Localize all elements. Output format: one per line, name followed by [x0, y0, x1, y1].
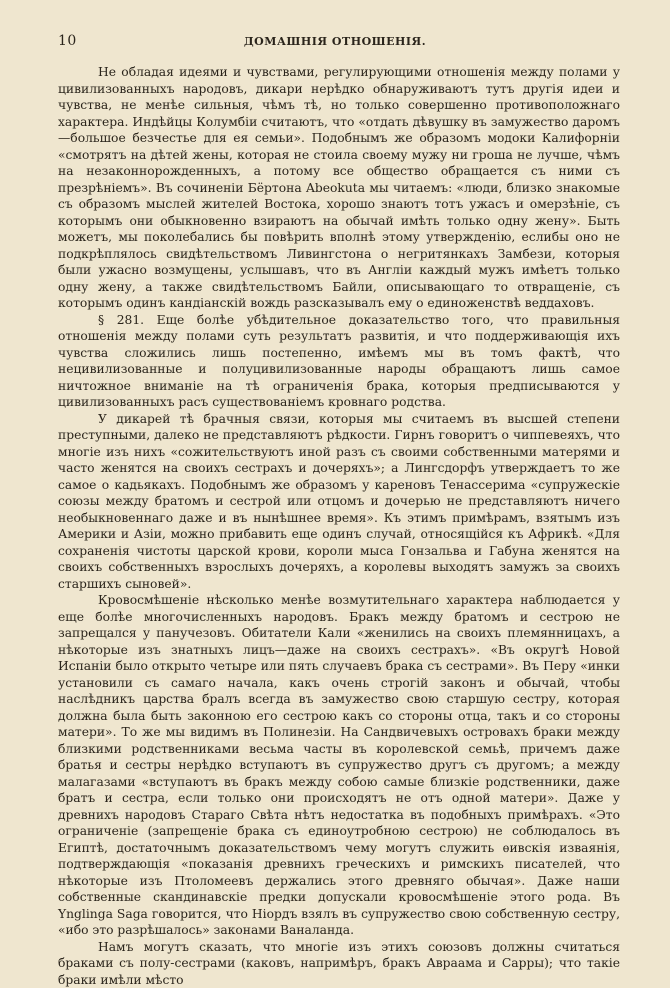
page-header	[58, 33, 612, 51]
page-number: 10	[58, 33, 77, 49]
paragraph: Не обладая идеями и чувствами, регулирующими отношенія между полами у цивилизованныхъ народовъ, дикари нерѣдко обнаруживаютъ тутъ другія идеи и чувства, не менѣе сильныя, чѣмъ тѣ, но только совершенно противоположнаго характера. Индѣйцы Колумбіи считаютъ, что «отдать дѣвушку въ замужество даромъ—большое безчестье для ея семьи». Подобнымъ же образомъ модоки Калифорніи «смотрятъ на дѣтей жены, которая не стоила своему мужу ни гроша не лучше, чѣмъ на незаконнорожденныхъ, а потому все общество обращается съ ними съ презрѣніемъ». Въ сочиненіи Бёртона Abeokuta мы читаемъ: «люди, близко знакомые съ образомъ мыслей жителей Востока, хорошо знаютъ тотъ ужасъ и омерзѣніе, съ которымъ они обыкновенно взираютъ на обычай имѣть только одну жену». Быть можетъ, мы поколебались бы повѣрить вполнѣ этому утвержденію, еслибы оно не подкрѣплялось свидѣтельствомъ Ливингстона о негритянкахъ Замбези, которыя были ужасно возмущены, услышавъ, что въ Англіи каждый мужъ имѣетъ только одну жену, а также свидѣтельствомъ Байли, описывающаго то отвращеніе, съ которымъ одинъ кандіанскій вождь разсказывалъ ему о единоженствѣ веддаховъ.	[58, 64, 620, 312]
paragraph: У дикарей тѣ брачныя связи, которыя мы считаемъ въ высшей степени преступными, далеко не представляютъ рѣдкости. Гирнъ говоритъ о чиппевеяхъ, что многіе изъ нихъ «сожительствуютъ иной разъ съ своими собственными матерями и часто женятся на своихъ сестрахъ и дочеряхъ»; а Лингсдорфъ утверждаетъ то же самое о кадьякахъ. Подобнымъ же образомъ у кареновъ Тенассерима «супружескіе союзы между братомъ и сестрой или отцомъ и дочерью не представляютъ ничего необыкновеннаго даже и въ нынѣшнее время». Къ этимъ примѣрамъ, взятымъ изъ Америки и Азіи, можно прибавить еще одинъ случай, относящійся къ Африкѣ. «Для сохраненія чистоты царской крови, короли мыса Гонзальва и Габуна женятся на своихъ собственныхъ взрослыхъ дочеряхъ, а королевы выходятъ замужъ за своихъ старшихъ сыновей».	[58, 411, 620, 593]
paragraph: § 281. Еще болѣе убѣдительное доказательство того, что правильныя отношенія между полами суть результатъ развитія, и что поддерживающія ихъ чувства сложились лишь постепенно, имѣемъ мы въ томъ фактѣ, что нецивилизованные и полуцивилизованные народы обращаютъ лишь самое ничтожное вниманіе на тѣ ограниченія брака, которыя предписываются у цивилизованныхъ расъ существованіемъ кровнаго родства.	[58, 312, 620, 411]
page-body	[58, 64, 620, 988]
running-head: ДОМАШНІЯ ОТНОШЕНІЯ.	[58, 35, 612, 48]
paragraph: Намъ могутъ сказать, что многіе изъ этихъ союзовъ должны считаться браками съ полу-сестрами (каковъ, напримѣръ, бракъ Авраама и Сарры); что такіе браки имѣли мѣсто	[58, 939, 620, 988]
paragraph: Кровосмѣшеніе нѣсколько менѣе возмутительнаго характера наблюдается у еще болѣе многочисленныхъ народовъ. Бракъ между братомъ и сестрою не запрещался у панучезовъ. Обитатели Кали «женились на своихъ племянницахъ, а нѣкоторые изъ знатныхъ лицъ—даже на своихъ сестрахъ». «Въ округѣ Новой Испаніи было открыто четыре или пять случаевъ брака съ сестрами». Въ Перу «инки установили съ самаго начала, какъ очень строгій законъ и обычай, чтобы наслѣдникъ царства бралъ всегда въ замужество свою старшую сестру, которая должна была быть законною его сестрою какъ со стороны отца, такъ и со стороны матери». То же мы видимъ въ Полинезіи. На Сандвичевыхъ островахъ браки между близкими родственниками весьма часты въ королевской семьѣ, причемъ даже братья и сестры нерѣдко вступаютъ въ супружество другъ съ другомъ; а между малагазами «вступаютъ въ бракъ между собою самые близкіе родственники, даже братъ и сестра, если только они происходятъ не отъ одной матери». Даже у древнихъ народовъ Стараго Свѣта нѣтъ недостатка въ подобныхъ примѣрахъ. «Это ограниченіе (запрещеніе брака съ единоутробною сестрою) не соблюдалось въ Египтѣ, достаточнымъ доказательствомъ чему могутъ служить ѳивскія изваянія, подтверждающія «показанія древнихъ греческихъ и римскихъ писателей, что нѣкоторые изъ Птоломеевъ держались этого древняго обычая». Даже наши собственные скандинавскіе предки допускали кровосмѣшеніе этого рода. Въ Ynglinga Saga говорится, что Ніордъ взялъ въ супружество свою собственную сестру, «ибо это разрѣшалось» законами Ваналанда.	[58, 592, 620, 939]
